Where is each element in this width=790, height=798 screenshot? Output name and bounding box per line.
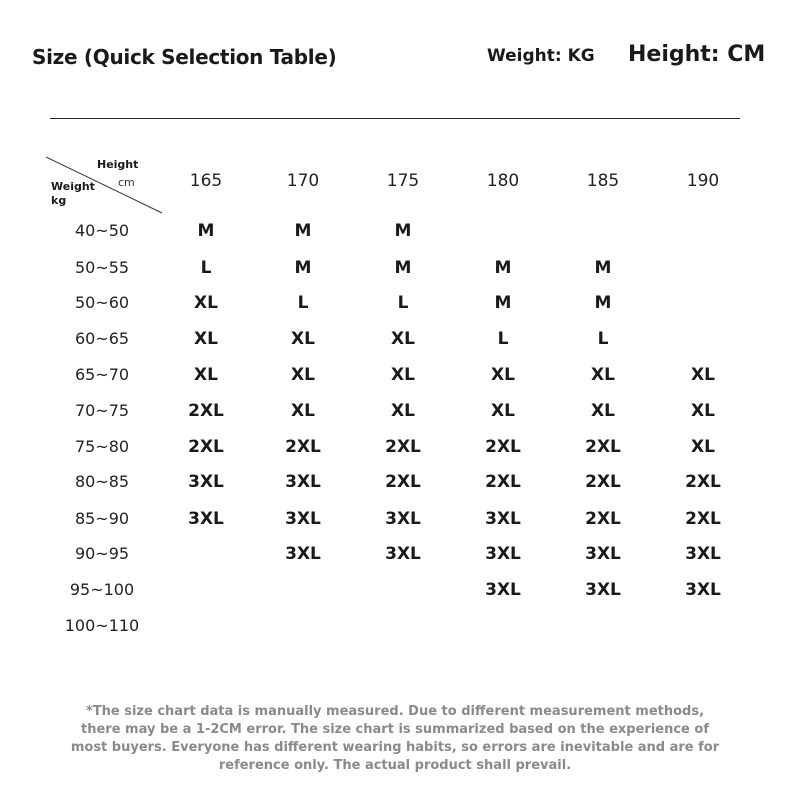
height-header: 180 <box>486 171 520 191</box>
size-cell: M <box>294 258 312 278</box>
corner-weight-label: Weight <box>51 180 95 193</box>
size-cell: 2XL <box>585 472 621 492</box>
size-cell: XL <box>691 401 715 421</box>
corner-height-unit: cm <box>118 176 135 189</box>
size-cell: XL <box>591 401 615 421</box>
weight-range-header: 70~75 <box>74 401 130 420</box>
height-unit-label: Height: CM <box>628 42 766 67</box>
size-cell: 2XL <box>385 472 421 492</box>
weight-range-header: 85~90 <box>74 509 130 528</box>
size-cell: M <box>197 221 215 241</box>
footnote-line: reference only. The actual product shall prevail. <box>218 758 572 773</box>
size-cell: XL <box>291 365 315 385</box>
size-cell: 3XL <box>585 544 621 564</box>
size-cell: M <box>494 293 512 313</box>
size-cell: 2XL <box>485 472 521 492</box>
size-cell: XL <box>691 365 715 385</box>
footnote-line: most buyers. Everyone has different wearing habits, so errors are inevitable and are for <box>70 740 720 755</box>
size-cell: M <box>294 221 312 241</box>
size-cell: 3XL <box>385 544 421 564</box>
weight-range-header: 75~80 <box>74 437 130 456</box>
size-cell: 2XL <box>685 472 721 492</box>
size-cell: 2XL <box>585 437 621 457</box>
weight-range-header: 50~60 <box>74 293 130 312</box>
size-cell: XL <box>491 401 515 421</box>
footnote <box>60 703 730 775</box>
size-cell: M <box>394 221 412 241</box>
size-cell: 3XL <box>485 544 521 564</box>
weight-range-header: 80~85 <box>74 472 130 491</box>
size-cell: 3XL <box>188 509 224 529</box>
size-cell: L <box>497 329 509 349</box>
footnote-line: there may be a 1-2CM error. The size chart is summarized based on the experience of <box>81 722 709 737</box>
weight-range-header: 40~50 <box>74 221 130 240</box>
weight-range-header: 90~95 <box>74 544 130 563</box>
size-cell: XL <box>291 401 315 421</box>
height-header: 170 <box>286 171 320 191</box>
size-cell: XL <box>194 293 218 313</box>
header-rule <box>50 118 740 119</box>
corner-weight-unit: kg <box>51 194 67 207</box>
size-cell: 2XL <box>188 401 224 421</box>
size-cell: XL <box>691 437 715 457</box>
size-cell: 2XL <box>188 437 224 457</box>
footnote-line: *The size chart data is manually measured. Due to different measurement methods, <box>85 704 705 719</box>
size-cell: XL <box>391 365 415 385</box>
size-cell: 2XL <box>685 509 721 529</box>
title: Size (Quick Selection Table) <box>32 45 337 69</box>
size-cell: 3XL <box>485 580 521 600</box>
size-cell: 2XL <box>385 437 421 457</box>
size-cell: M <box>594 258 612 278</box>
size-cell: 3XL <box>285 472 321 492</box>
size-cell: 3XL <box>585 580 621 600</box>
size-cell: 3XL <box>685 544 721 564</box>
size-cell: M <box>594 293 612 313</box>
size-cell: 3XL <box>485 509 521 529</box>
weight-unit-label: Weight: KG <box>487 46 595 66</box>
size-cell: M <box>494 258 512 278</box>
size-cell: 3XL <box>685 580 721 600</box>
size-cell: L <box>397 293 409 313</box>
height-header: 165 <box>189 171 223 191</box>
weight-range-header: 65~70 <box>74 365 130 384</box>
height-header: 190 <box>686 171 720 191</box>
size-cell: 2XL <box>285 437 321 457</box>
size-cell: 3XL <box>285 509 321 529</box>
size-cell: 2XL <box>585 509 621 529</box>
size-cell: 3XL <box>285 544 321 564</box>
size-cell: M <box>394 258 412 278</box>
weight-range-header: 95~100 <box>69 580 135 599</box>
size-cell: 3XL <box>188 472 224 492</box>
size-cell: 2XL <box>485 437 521 457</box>
size-cell: L <box>597 329 609 349</box>
height-header: 185 <box>586 171 620 191</box>
weight-range-header: 100~110 <box>64 616 140 635</box>
size-cell: XL <box>391 329 415 349</box>
size-cell: XL <box>194 365 218 385</box>
corner-height-label: Height <box>97 158 139 171</box>
height-header: 175 <box>386 171 420 191</box>
weight-range-header: 50~55 <box>74 258 130 277</box>
size-cell: XL <box>491 365 515 385</box>
size-cell: L <box>200 258 212 278</box>
size-cell: XL <box>391 401 415 421</box>
size-cell: XL <box>291 329 315 349</box>
size-cell: XL <box>591 365 615 385</box>
size-cell: 3XL <box>385 509 421 529</box>
size-cell: L <box>297 293 309 313</box>
weight-range-header: 60~65 <box>74 329 130 348</box>
size-cell: XL <box>194 329 218 349</box>
